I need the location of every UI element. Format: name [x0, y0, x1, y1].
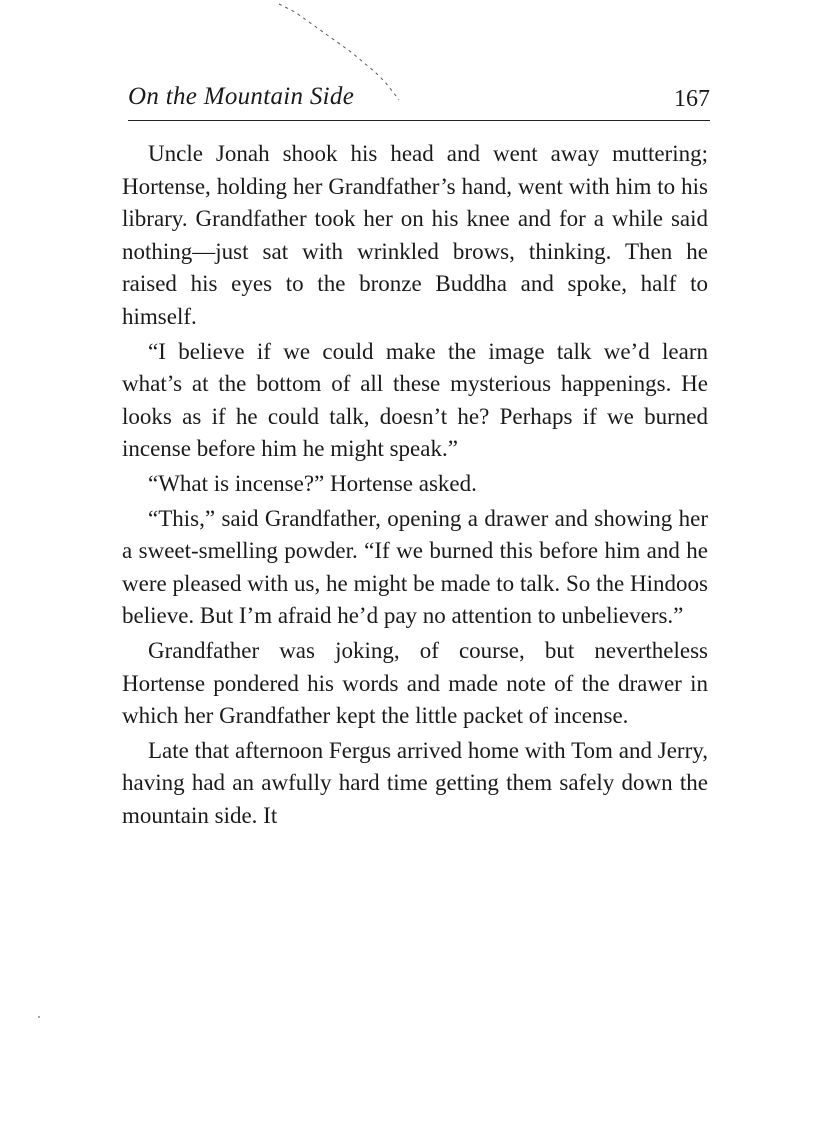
header-rule	[128, 120, 710, 121]
paragraph-2: “I believe if we could make the image talk we’d learn what’s at the bottom of all these mysterious happenings. He looks as if he could talk, doesn’t he? Perhaps if we burned incense before him he might speak.”	[122, 338, 708, 462]
paragraph-1: Uncle Jonah shook his head and went away muttering; Hortense, holding her Grandfather’s hand, went with him to his library. Grandfather took her on his knee and for a while said nothing—just sat with wrinkled brows, thinking. Then he raised his eyes to the bronze Buddha and spoke, half to himself.	[122, 141, 708, 329]
page-number: 167	[674, 86, 710, 112]
running-head	[128, 80, 710, 116]
paragraph-4: “This,” said Grandfather, opening a drawer and showing her a sweet-smelling powder. “If we burned this before him and he were pleased with us, he might be made to talk. So the Hindoos believe. But I’m afraid he’d pay no attention to unbelievers.”	[122, 505, 708, 629]
body-text	[122, 138, 708, 834]
paragraph-6: Late that afternoon Fergus arrived home with Tom and Jerry, having had an awfully hard time getting them safely down the mountain side. It	[122, 737, 708, 828]
paragraph-5: Grandfather was joking, of course, but nevertheless Hortense pondered his words and made note of the drawer in which her Grandfather kept the little packet of incense.	[122, 637, 708, 729]
scan-speck	[38, 1016, 40, 1018]
paragraph-3: “What is incense?” Hortense asked.	[148, 470, 477, 496]
running-title: On the Mountain Side	[128, 83, 355, 110]
